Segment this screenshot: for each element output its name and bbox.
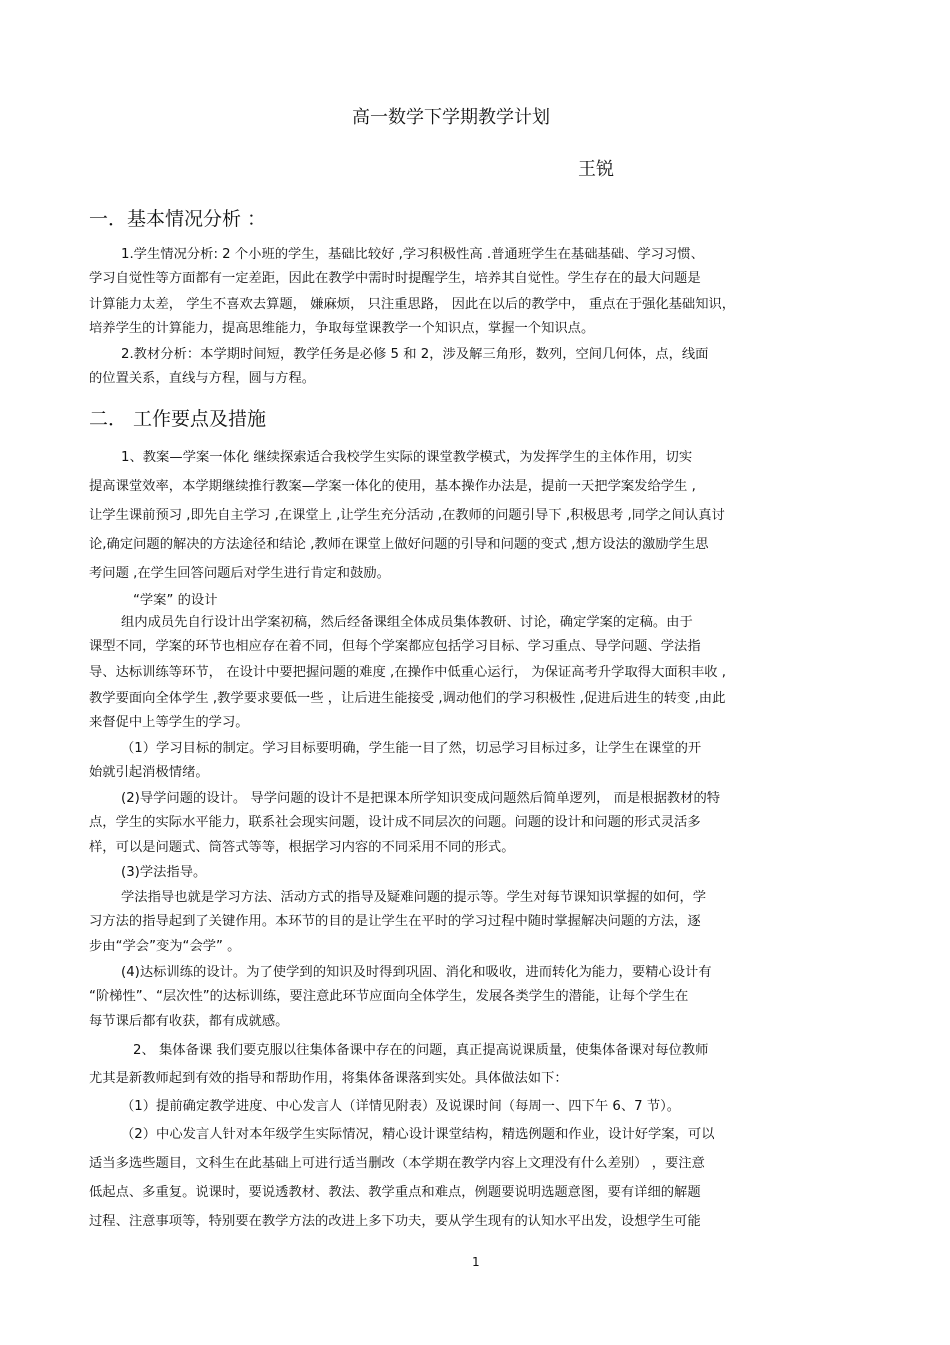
paragraph-line: “阶梯性”、“层次性”的达标训练，要注意此环节应面向全体学生，发展各类学生的潜能，让每个学生在 <box>89 989 689 1004</box>
paragraph-line: 提高课堂效率，本学期继续推行教案—学案一体化的使用，基本操作办法是，提前一天把学案发给学生 , <box>89 479 696 494</box>
paragraph-line: 1、教案—学案一体化 继续探索适合我校学生实际的课堂教学模式，为发挥学生的主体作用，切实 <box>121 450 693 465</box>
paragraph-line: 来督促中上等学生的学习。 <box>89 715 249 730</box>
paragraph-line: 2、 集体备课 我们要克服以往集体备课中存在的问题，真正提高说课质量，使集体备课对每位教师 <box>133 1043 709 1058</box>
paragraph-line: 2.教材分析：本学期时间短，教学任务是必修 5 和 2，涉及解三角形，数列，空间几何体，点，线面 <box>121 347 709 362</box>
paragraph-line: (3)学法指导。 <box>121 865 207 880</box>
paragraph-line: (4)达标训练的设计。为了使学到的知识及时得到巩固、消化和吸收，进而转化为能力，要精心设计有 <box>121 965 712 980</box>
paragraph-line: 的位置关系，直线与方程，圆与方程。 <box>89 371 316 386</box>
paragraph-line: 始就引起消极情绪。 <box>89 765 209 780</box>
paragraph-line: 让学生课前预习 ,即先自主学习 ,在课堂上 ,让学生充分活动 ,在教师的问题引导下 ,积极思考 ,同学之间认真讨 <box>89 508 725 523</box>
page-number: 1 <box>472 1255 480 1269</box>
paragraph-line: 学习自觉性等方面都有一定差距，因此在教学中需时时提醒学生，培养其自觉性。学生存在的最大问题是 <box>89 271 701 286</box>
paragraph-line: 论,确定问题的解决的方法途径和结论 ,教师在课堂上做好问题的引导和问题的变式 ,想方设法的激励学生思 <box>89 537 709 552</box>
paragraph-line: 适当多选些题目，文科生在此基础上可进行适当删改（本学期在教学内容上文理没有什么差别） ，要注意 <box>89 1156 705 1171</box>
paragraph-line: 教学要面向全体学生 ,教学要求要低一些 ，让后进生能接受 ,调动他们的学习积极性 ,促进后进生的转变 ,由此 <box>89 691 726 706</box>
paragraph-line: 点，学生的实际水平能力，联系社会现实问题，设计成不同层次的问题。问题的设计和问题的形式灵活多 <box>89 815 701 830</box>
document-title: 高一数学下学期教学计划 <box>352 107 550 128</box>
paragraph-line: 步由“学会”变为“会学” 。 <box>89 939 241 954</box>
paragraph-line: 过程、注意事项等，特别要在教学方法的改进上多下功夫，要从学生现有的认知水平出发，设想学生可能 <box>89 1214 701 1229</box>
paragraph-line: 考问题 ,在学生回答问题后对学生进行肯定和鼓励。 <box>89 566 390 581</box>
paragraph-line: 计算能力太差， 学生不喜欢去算题， 嫌麻烦， 只注重思路， 因此在以后的教学中， 重点在于强化基础知识， <box>89 297 736 312</box>
section-heading-1: 一．基本情况分析 ： <box>89 208 267 230</box>
paragraph-line: 样，可以是问题式、筒答式等等，根据学习内容的不同采用不同的形式。 <box>89 840 515 855</box>
paragraph-line: 1.学生情况分析: 2 个小班的学生，基础比较好 ,学习积极性高 .普通班学生在基础基础、学习习惯、 <box>121 247 704 262</box>
paragraph-line: 学法指导也就是学习方法、活动方式的指导及疑难问题的提示等。学生对每节课知识掌握的如何，学 <box>121 890 707 905</box>
paragraph-line: (2)导学问题的设计。 导学问题的设计不是把课本所学知识变成问题然后简单逻列， 而是根据教材的特 <box>121 791 721 806</box>
paragraph-line: （2）中心发言人针对本年级学生实际情况，精心设计课堂结构，精选例题和作业，设计好学案，可以 <box>121 1127 715 1142</box>
paragraph-line: 导、达标训练等环节， 在设计中要把握问题的难度 ,在操作中低重心运行， 为保证高考升学取得大面积丰收 , <box>89 665 727 680</box>
paragraph-line: 课型不同，学案的环节也相应存在着不同，但每个学案都应包括学习目标、学习重点、导学问题、学法指 <box>89 639 701 654</box>
paragraph-line: （1）学习目标的制定。学习目标要明确，学生能一目了然，切忌学习目标过多，让学生在课堂的开 <box>121 741 702 756</box>
document-author: 王锐 <box>578 159 614 180</box>
paragraph-line: 习方法的指导起到了关键作用。本环节的目的是让学生在平时的学习过程中随时掌握解决问题的方法，逐 <box>89 914 701 929</box>
paragraph-line: 组内成员先自行设计出学案初稿，然后经备课组全体成员集体教研、讨论，确定学案的定稿。由于 <box>121 615 693 630</box>
section-heading-2: 二． 工作要点及措施 <box>89 408 267 430</box>
paragraph-line: “学案” 的设计 <box>133 593 218 608</box>
paragraph-line: 每节课后都有收获，都有成就感。 <box>89 1014 289 1029</box>
paragraph-line: 低起点、多重复。说课时，要说透教材、教法、教学重点和难点，例题要说明选题意图，要有详细的解题 <box>89 1185 701 1200</box>
paragraph-line: 尤其是新教师起到有效的指导和帮助作用，将集体备课落到实处。具体做法如下： <box>89 1071 568 1086</box>
paragraph-line: （1）提前确定教学进度、中心发言人（详情见附表）及说课时间（每周一、四下午 6、7 节）。 <box>121 1099 681 1114</box>
paragraph-line: 培养学生的计算能力，提高思维能力，争取每堂课教学一个知识点，掌握一个知识点。 <box>89 321 595 336</box>
